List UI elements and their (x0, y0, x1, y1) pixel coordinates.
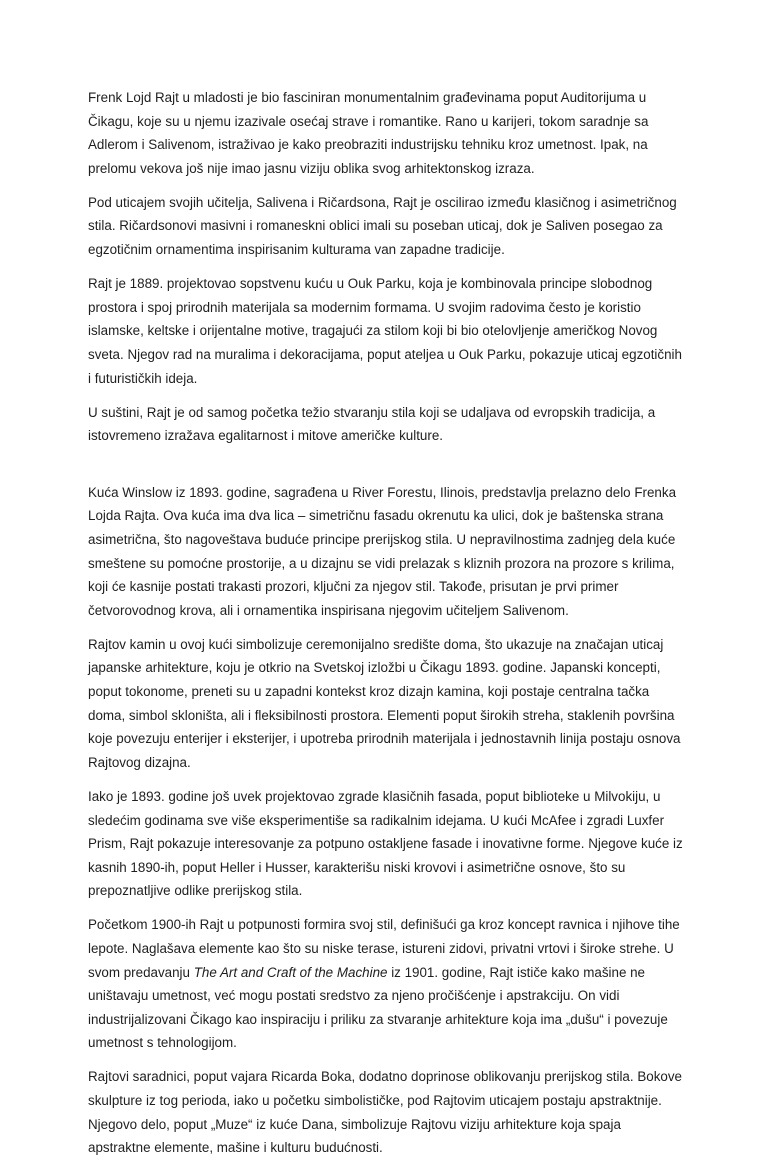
paragraph-8-text-start: Početkom 1900-ih Rajt u potpunosti formira svoj stil, definišući ga kroz koncept ravnica i njihove tihe lepote. Naglašava elemente kao što su niske terase, istureni zidovi, privatni vrtovi i široke strehe. U svom predavanju (88, 917, 680, 980)
document-page (88, 86, 684, 1170)
paragraph-9-text: Rajtovi saradnici, poput vajara Ricarda Boka, dodatno doprinose oblikovanju prerijskog stila. Bokove skulpture iz tog perioda, iako u početku simbolističke, pod Rajtovim uticajem postaju apstraktnije. Njegovo delo, poput „Muze“ iz kuće Dana, simbolizuje Rajtovu viziju arhitekture koja spaja apstraktne elemente, mašine i kulturu budućnosti. (88, 1069, 682, 1156)
paragraph-1-text: Frenk Lojd Rajt u mladosti je bio fasciniran monumentalnim građevinama poput Auditorijuma u Čikagu, koje su u njemu izazivale osećaj strave i romantike. Rano u karijeri, tokom saradnje sa Adlerom i Salivenom, istraživao je kako preobraziti industrijsku tehniku kroz umetnost. Ipak, na prelomu vekova još nije imao jasnu viziju oblika svog arhitektonskog izraza. (88, 90, 649, 176)
paragraph-7-text: Iako je 1893. godine još uvek projektovao zgrade klasičnih fasada, poput biblioteke u Milvokiju, u sledećim godinama sve više eksperimentiše sa radikalnim idejama. U kući McAfee i zgradi Luxfer Prism, Rajt pokazuje interesovanje za potpuno ostakljene fasade i inovativne forme. Njegove kuće iz kasnih 1890-ih, poput Heller i Husser, karakterišu niski krovovi i asimetrične osnove, što su prepoznatljive odlike prerijskog stila. (88, 788, 683, 899)
lecture-title: The Art and Craft of the Machine (193, 964, 388, 980)
paragraph-6-text: Rajtov kamin u ovoj kući simbolizuje ceremonijalno središte doma, što ukazuje na značajan uticaj japanske arhitekture, koju je otkrio na Svetskoj izložbi u Čikagu 1893. godine. Japanski koncepti, poput tokonome, preneti su u zapadni kontekst kroz dizajn kamina, koji postaje centralna tačka doma, simbol skloništa, ali i fleksibilnosti prostora. Elementi poput širokih streha, staklenih površina koje povezuju enterijer i eksterijer, i upotreba prirodnih materijala i jednostavnih linija postaju osnova Rajtovog dizajna. (88, 636, 681, 770)
paragraph-2-text: Pod uticajem svojih učitelja, Salivena i Ričardsona, Rajt je oscilirao između klasičnog i asimetričnog stila. Ričardsonovi masivni i romaneskni oblici imali su poseban uticaj, dok je Saliven posegao za egzotičnim ornamentima inspirisanim kulturama van zapadne tradicije. (88, 194, 677, 258)
paragraph-2 (88, 191, 684, 262)
paragraph-1 (88, 86, 684, 180)
paragraph-8-text-end: iz 1901. godine, Rajt ističe kako mašine ne uništavaju umetnost, već mogu postati sredstvo za njeno pročišćenje i apstrakciju. On vidi industrijalizovani Čikago kao inspiraciju i priliku za stvaranje arhitekture koja ima „dušu“ i povezuje umetnost s tehnologijom. (88, 964, 668, 1051)
paragraph-4 (88, 401, 684, 448)
paragraph-7 (88, 785, 684, 903)
paragraph-9 (88, 1065, 684, 1159)
paragraph-8 (88, 913, 684, 1055)
paragraph-3-text: Rajt je 1889. projektovao sopstvenu kuću u Ouk Parku, koja je kombinovala principe slobodnog prostora i spoj prirodnih materijala sa modernim formama. U svojim radovima često je koristio islamske, keltske i orijentalne motive, tragajući za stilom koji bi bio otelovljenje američkog Novog sveta. Njegov rad na muralima i dekoracijama, poput ateljea u Ouk Parku, pokazuje uticaj egzotičnih i futurističkih ideja. (88, 276, 682, 386)
paragraph-5 (88, 481, 684, 623)
paragraph-5-text: Kuća Winslow iz 1893. godine, sagrađena u River Forestu, Ilinois, predstavlja prelazno delo Frenka Lojda Rajta. Ova kuća ima dva lica – simetričnu fasadu okrenutu ka ulici, dok je baštenska strana asimetrična, što nagoveštava buduće principe prerijskog stila. U nepravilnostima zadnjeg dela kuće smeštene su pomoćne prostorije, a u dizajnu se vidi prelazak s kliznih prozora na prozore s krilima, koji će kasnije postati trakasti prozori, ključni za njegov stil. Takođe, prisutan je prvi primer četvorovodnog krova, ali i ornamentika inspirisana njegovim učiteljem Salivenom. (88, 484, 677, 618)
paragraph-6 (88, 633, 684, 775)
paragraph-4-text: U suštini, Rajt je od samog početka težio stvaranju stila koji se udaljava od evropskih tradicija, a istovremeno izražava egalitarnost i mitove američke kulture. (88, 404, 656, 444)
paragraph-3 (88, 272, 684, 390)
